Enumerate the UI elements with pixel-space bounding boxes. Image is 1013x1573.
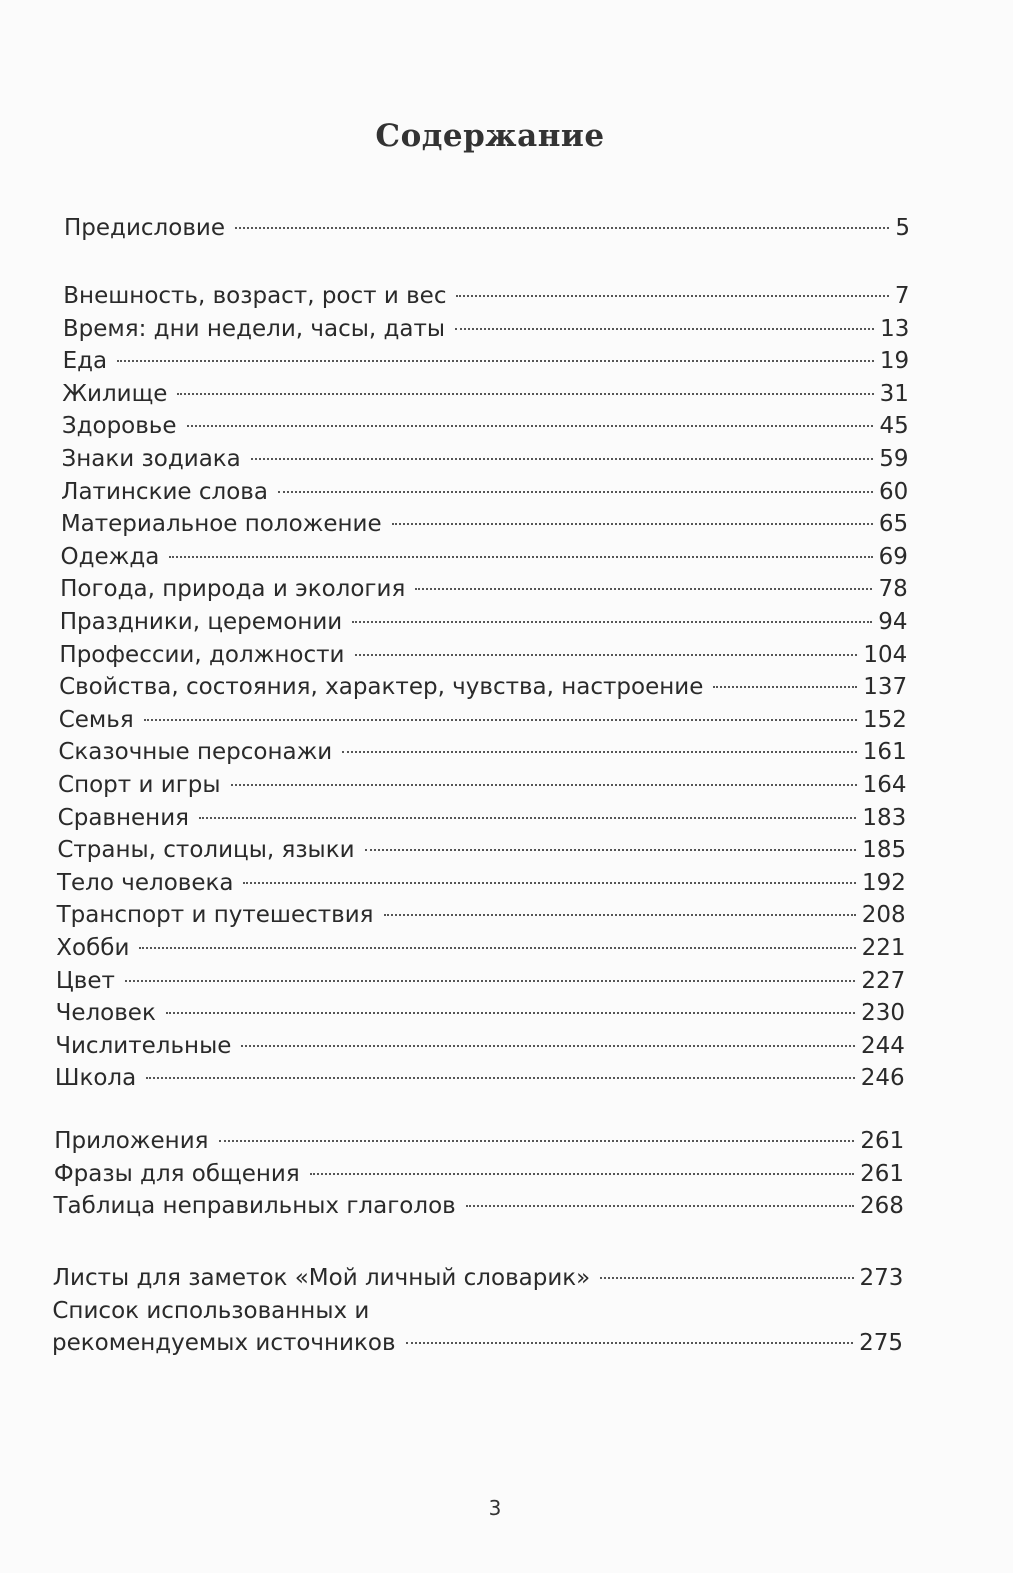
dot-leader bbox=[713, 686, 857, 688]
toc-entry[interactable] bbox=[64, 212, 910, 244]
toc-entry-page: 137 bbox=[863, 674, 908, 701]
toc-entry-label: Профессии, должности bbox=[59, 641, 345, 668]
toc-entry-label: Листы для заметок «Мой личный словарик» bbox=[52, 1265, 591, 1291]
toc-entry-page: 261 bbox=[860, 1160, 905, 1187]
toc-entry-label: Внешность, возраст, рост и вес bbox=[63, 283, 447, 309]
toc-entry-label: Человек bbox=[55, 1000, 156, 1027]
toc-entry-label: Время: дни недели, часы, даты bbox=[62, 315, 446, 342]
toc-entry-label: Таблица неправильных глаголов bbox=[53, 1193, 456, 1220]
toc-entry[interactable] bbox=[59, 704, 907, 736]
toc-entry[interactable] bbox=[61, 476, 908, 508]
dot-leader bbox=[125, 980, 855, 982]
page-number: 3 bbox=[488, 1496, 502, 1520]
toc-entry-page: 13 bbox=[880, 315, 910, 342]
toc-entry-label: Школа bbox=[54, 1065, 137, 1092]
toc-entry-page: 275 bbox=[859, 1330, 903, 1357]
toc-entry-page: 261 bbox=[860, 1128, 905, 1154]
toc-entry-label: Сказочные персонажи bbox=[58, 739, 333, 766]
dot-leader bbox=[219, 1140, 855, 1142]
toc-entry[interactable] bbox=[54, 1158, 904, 1190]
toc-entry-page: 192 bbox=[861, 869, 906, 896]
toc-entry-page: 78 bbox=[878, 576, 908, 603]
dot-leader bbox=[199, 817, 856, 819]
toc-entry-label: Транспорт и путешествия bbox=[56, 902, 374, 929]
toc-entry-page: 161 bbox=[862, 739, 907, 766]
toc-entry[interactable] bbox=[59, 671, 907, 703]
toc-entry-label: Праздники, церемонии bbox=[59, 609, 343, 635]
toc-entry-page: 104 bbox=[863, 641, 908, 668]
dot-leader bbox=[355, 654, 858, 656]
toc-entry-label: Фразы для общения bbox=[53, 1160, 300, 1187]
dot-leader bbox=[365, 849, 857, 851]
toc-entry[interactable] bbox=[60, 541, 907, 573]
toc-entry[interactable] bbox=[62, 378, 909, 410]
dot-leader bbox=[251, 458, 873, 460]
toc-entry-label-line: Список использованных и bbox=[52, 1297, 370, 1324]
toc-entry[interactable] bbox=[61, 508, 908, 540]
dot-leader bbox=[146, 1077, 855, 1079]
toc-entry[interactable] bbox=[57, 867, 906, 899]
toc-entry[interactable] bbox=[54, 1125, 904, 1157]
toc-entry-label: Приложения bbox=[54, 1128, 209, 1154]
dot-leader bbox=[117, 360, 874, 362]
toc-entry-page: 59 bbox=[879, 446, 909, 472]
toc-entry-page: 268 bbox=[859, 1193, 904, 1220]
toc-entry-page: 273 bbox=[859, 1265, 904, 1291]
toc-entry[interactable] bbox=[63, 313, 909, 345]
dot-leader bbox=[415, 588, 872, 590]
toc-entry[interactable] bbox=[56, 997, 906, 1029]
toc-entry[interactable] bbox=[63, 345, 910, 377]
toc-entry[interactable] bbox=[56, 932, 905, 964]
toc-entry[interactable] bbox=[54, 1190, 904, 1222]
toc-entry-label: Хобби bbox=[56, 935, 130, 961]
toc-entry-page: 65 bbox=[878, 511, 909, 538]
toc-entry-label: Материальное положение bbox=[60, 511, 382, 538]
toc-entry-label: Цвет bbox=[55, 967, 115, 994]
dot-leader bbox=[384, 914, 856, 916]
toc-entry-page: 94 bbox=[878, 609, 908, 635]
toc-entry[interactable] bbox=[58, 802, 907, 834]
toc-entry-label: Жилище bbox=[62, 380, 168, 407]
toc-entry[interactable] bbox=[52, 1327, 903, 1359]
dot-leader bbox=[241, 1045, 855, 1047]
toc-entry-label: Тело человека bbox=[56, 869, 234, 896]
toc-entry[interactable] bbox=[57, 834, 906, 866]
toc-entry[interactable] bbox=[55, 1030, 905, 1062]
toc-entry-label: Еда bbox=[62, 348, 108, 375]
dot-leader bbox=[169, 556, 872, 558]
dot-leader bbox=[456, 295, 888, 297]
toc-entry-page: 230 bbox=[861, 1000, 906, 1027]
toc-entry[interactable] bbox=[58, 736, 906, 768]
toc-entry-label: Латинские слова bbox=[61, 478, 268, 505]
toc-entry-label: Погода, природа и экология bbox=[60, 576, 406, 603]
toc-entry-page: 60 bbox=[879, 478, 909, 505]
toc-entry-page: 45 bbox=[879, 413, 909, 440]
dot-leader bbox=[243, 882, 856, 884]
toc-entry[interactable] bbox=[62, 443, 909, 475]
toc-entry-page: 185 bbox=[862, 837, 907, 864]
toc-entry-label: Здоровье bbox=[61, 413, 177, 440]
dot-leader bbox=[342, 751, 857, 753]
dot-leader bbox=[352, 621, 872, 623]
dot-leader bbox=[235, 227, 889, 229]
toc-entry-page: 164 bbox=[862, 772, 907, 798]
toc-entry-label: Сравнения bbox=[57, 804, 189, 831]
toc-entry-page: 246 bbox=[860, 1065, 905, 1092]
toc-entry-label: Свойства, состояния, характер, чувства, настроение bbox=[59, 674, 704, 701]
dot-leader bbox=[406, 1342, 854, 1344]
dot-leader bbox=[310, 1173, 854, 1175]
dot-leader bbox=[177, 393, 873, 395]
dot-leader bbox=[466, 1205, 854, 1207]
toc-entry-label: Семья bbox=[58, 706, 134, 733]
toc-entry[interactable] bbox=[63, 280, 909, 312]
toc-entry[interactable] bbox=[58, 769, 906, 801]
dot-leader bbox=[278, 491, 873, 493]
dot-leader bbox=[231, 784, 857, 786]
dot-leader bbox=[392, 523, 873, 525]
dot-leader bbox=[144, 719, 857, 721]
toc-entry-label: Числительные bbox=[55, 1032, 232, 1059]
dot-leader bbox=[600, 1277, 853, 1279]
toc-entry-page: 19 bbox=[879, 348, 910, 375]
toc-entry-label: Одежда bbox=[60, 543, 160, 570]
toc-entry[interactable] bbox=[59, 639, 907, 671]
toc-entry[interactable] bbox=[60, 606, 908, 638]
toc-entry-page: 152 bbox=[863, 706, 907, 733]
toc-entry-label: Предисловие bbox=[64, 215, 225, 241]
dot-leader bbox=[139, 947, 855, 949]
dot-leader bbox=[166, 1012, 855, 1014]
toc-entry-page: 244 bbox=[860, 1032, 905, 1059]
toc-entry[interactable] bbox=[57, 899, 906, 931]
dot-leader bbox=[187, 425, 874, 427]
dot-leader bbox=[455, 328, 874, 330]
toc-entry[interactable] bbox=[62, 410, 909, 442]
toc-entry-label: рекомендуемых источников bbox=[52, 1330, 396, 1357]
toc-entry-page: 208 bbox=[861, 902, 906, 929]
page-title: Содержание bbox=[375, 118, 605, 154]
toc-entry-page: 7 bbox=[894, 283, 910, 309]
toc-entry-page: 31 bbox=[879, 380, 909, 407]
toc-entry-page: 221 bbox=[861, 935, 906, 961]
toc-entry-page: 227 bbox=[861, 967, 906, 994]
toc-entry[interactable] bbox=[60, 573, 908, 605]
toc-entry-label: Страны, столицы, языки bbox=[57, 837, 355, 864]
toc-entry[interactable] bbox=[56, 965, 905, 997]
toc-entry-page: 69 bbox=[878, 543, 908, 570]
toc-entry-page: 183 bbox=[862, 804, 907, 831]
toc-entry[interactable] bbox=[55, 1062, 905, 1094]
toc-entry-label: Знаки зодиака bbox=[61, 446, 241, 472]
toc-entry-page: 5 bbox=[895, 215, 910, 241]
toc-entry[interactable] bbox=[53, 1262, 904, 1294]
toc-entry-label: Спорт и игры bbox=[58, 772, 221, 798]
